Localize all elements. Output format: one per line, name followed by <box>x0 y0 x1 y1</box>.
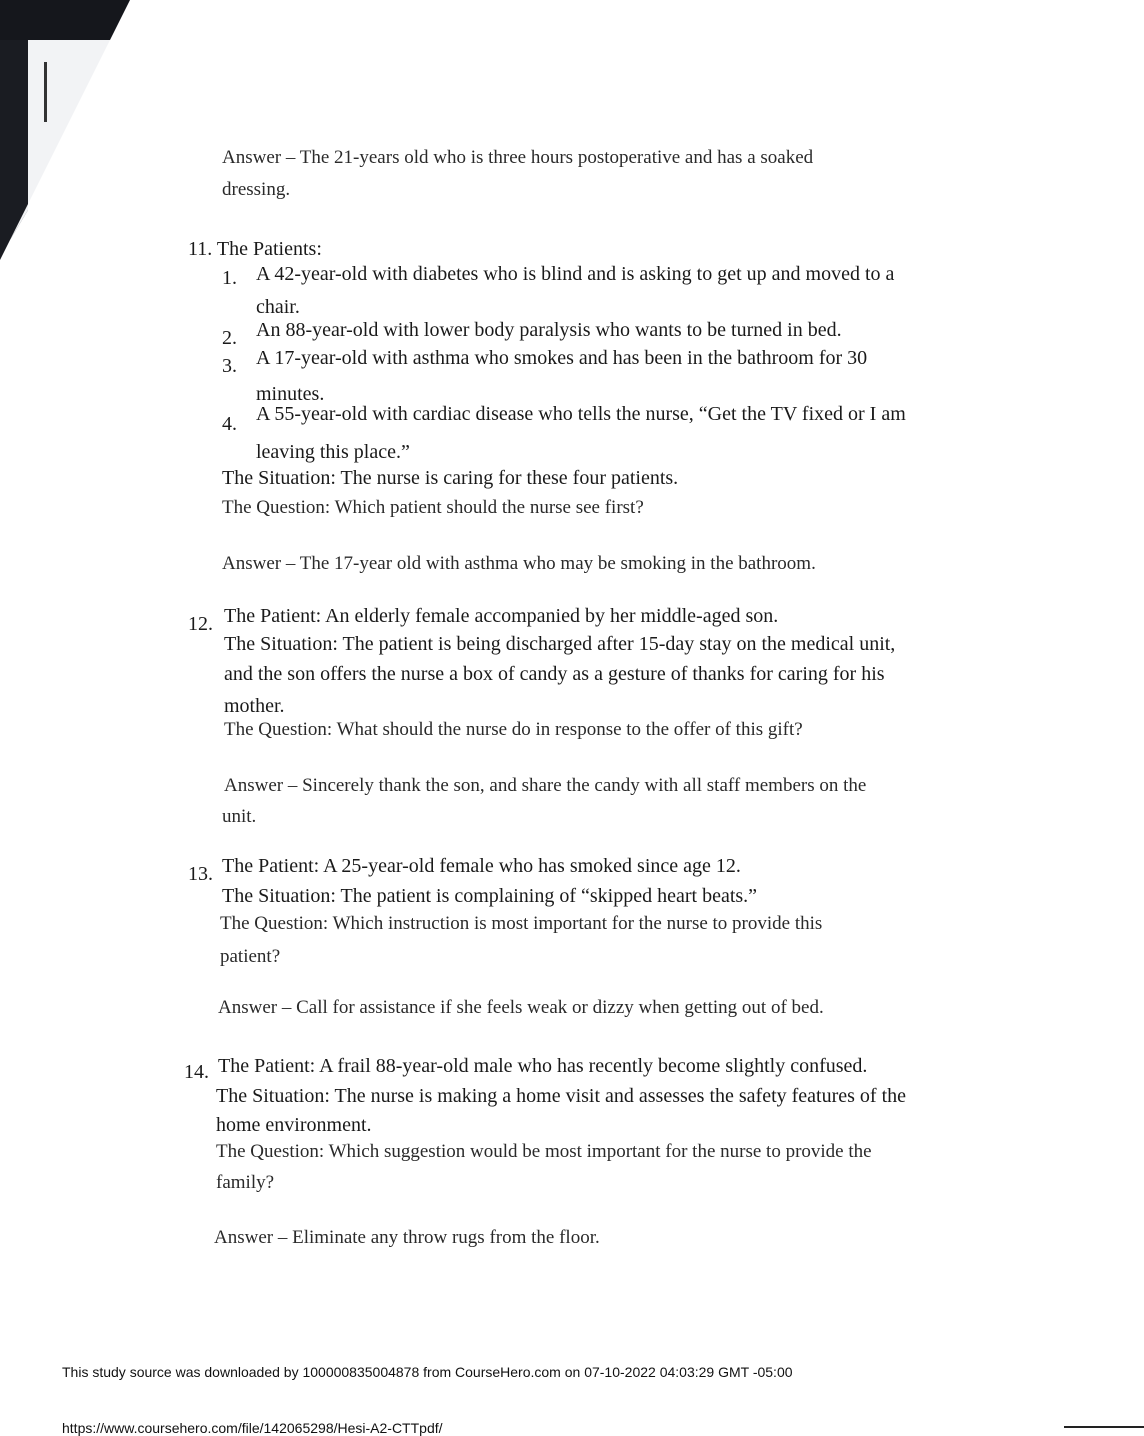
q14-answer: Answer – Eliminate any throw rugs from the floor. <box>214 1227 600 1248</box>
q11-item-1-num: 1. <box>222 267 237 289</box>
q12-answer-line-2: unit. <box>222 806 257 827</box>
q14-situation-line-2: home environment. <box>216 1114 372 1136</box>
q12-number: 12. <box>188 613 213 635</box>
q13-number: 13. <box>188 863 213 885</box>
q12-situation-line-3: mother. <box>224 695 285 717</box>
q11-question: The Question: Which patient should the nurse see first? <box>222 497 644 518</box>
top-answer-line-2: dressing. <box>222 179 291 200</box>
top-answer-line-1: Answer – The 21-years old who is three hours postoperative and has a soaked <box>222 147 814 168</box>
q13-situation: The Situation: The patient is complaining of “skipped heart beats.” <box>222 885 758 907</box>
q12-situation-line-2: and the son offers the nurse a box of candy as a gesture of thanks for caring for his <box>224 663 885 685</box>
q12-answer-line-1: Answer – Sincerely thank the son, and share the candy with all staff members on the <box>224 775 867 796</box>
q14-question-line-2: family? <box>216 1172 275 1193</box>
q13-patient: The Patient: A 25-year-old female who has smoked since age 12. <box>222 855 741 877</box>
q13-answer: Answer – Call for assistance if she feels weak or dizzy when getting out of bed. <box>218 997 824 1018</box>
footer-rule <box>1064 1426 1144 1428</box>
q11-item-4-line-1: A 55-year-old with cardiac disease who tells the nurse, “Get the TV fixed or I am <box>256 403 906 425</box>
source-url[interactable]: https://www.coursehero.com/file/142065298/Hesi-A2-CTTpdf/ <box>62 1420 443 1436</box>
q12-situation-line-1: The Situation: The patient is being discharged after 15-day stay on the medical unit, <box>224 633 896 655</box>
q11-item-3-line-1: A 17-year-old with asthma who smokes and has been in the bathroom for 30 <box>256 347 868 369</box>
q11-item-3-num: 3. <box>222 355 237 377</box>
q14-number: 14. <box>184 1061 209 1083</box>
q11-item-1-line-1: A 42-year-old with diabetes who is blind and is asking to get up and moved to a <box>256 263 895 285</box>
q11-item-2-line-1: An 88-year-old with lower body paralysis who wants to be turned in bed. <box>256 319 842 341</box>
q14-patient: The Patient: A frail 88-year-old male who has recently become slightly confused. <box>218 1055 868 1077</box>
download-notice: This study source was downloaded by 100000835004878 from CourseHero.com on 07-10-2022 04:03:29 GMT -05:00 <box>62 1364 793 1380</box>
q13-question-line-1: The Question: Which instruction is most important for the nurse to provide this <box>220 913 823 934</box>
q11-item-4-num: 4. <box>222 413 237 435</box>
q11-item-2-num: 2. <box>222 327 237 349</box>
q11-item-1-line-2: chair. <box>256 296 300 318</box>
q11-answer: Answer – The 17-year old with asthma who may be smoking in the bathroom. <box>222 553 816 574</box>
q12-patient: The Patient: An elderly female accompanied by her middle-aged son. <box>224 605 779 627</box>
q12-question: The Question: What should the nurse do in response to the offer of this gift? <box>224 719 803 740</box>
q14-question-line-1: The Question: Which suggestion would be most important for the nurse to provide the <box>216 1141 872 1162</box>
q11-heading: 11. The Patients: <box>188 238 322 260</box>
q11-item-3-line-2: minutes. <box>256 383 325 405</box>
q11-item-4-line-2: leaving this place.” <box>256 441 410 463</box>
q13-question-line-2: patient? <box>220 946 281 967</box>
q14-situation-line-1: The Situation: The nurse is making a home visit and assesses the safety features of the <box>216 1085 907 1107</box>
q11-situation: The Situation: The nurse is caring for these four patients. <box>222 467 679 489</box>
